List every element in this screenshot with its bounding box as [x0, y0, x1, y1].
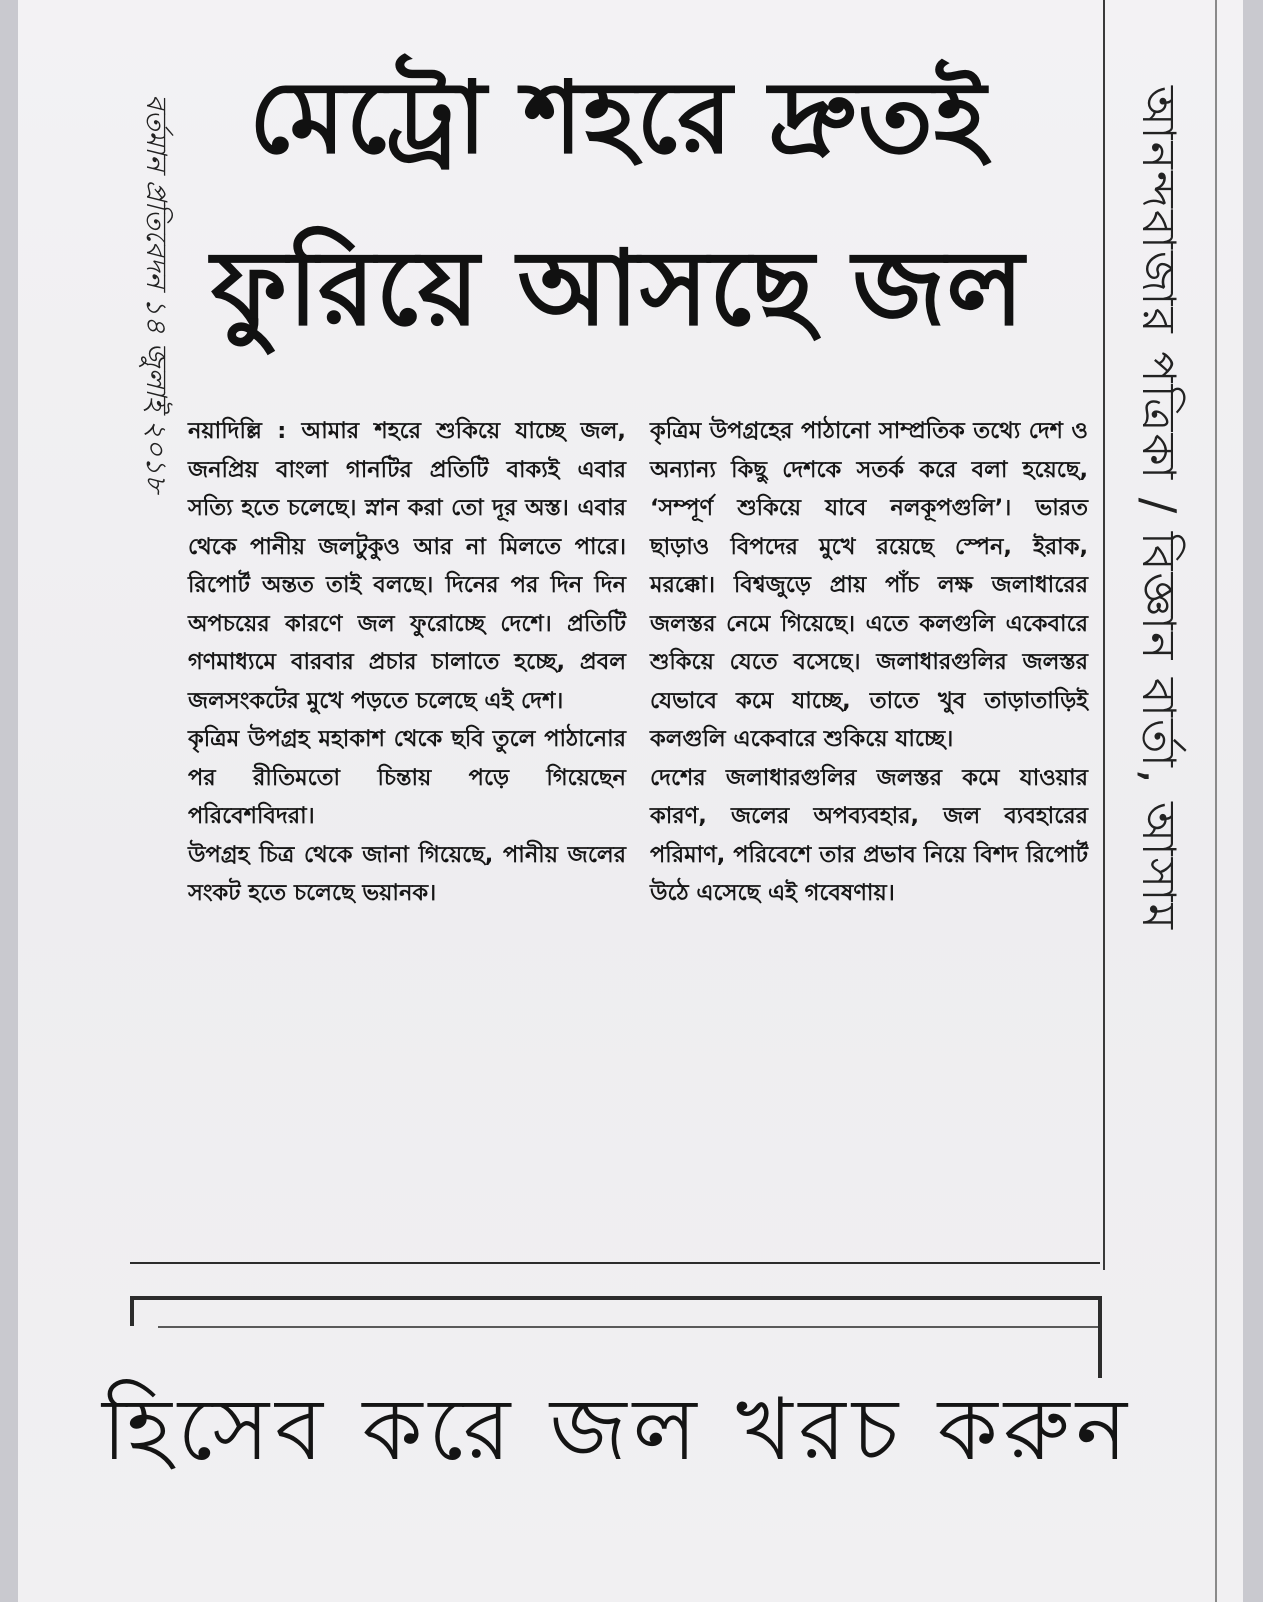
- right-border-line: [1103, 0, 1105, 1270]
- article-bottom-rule: [130, 1262, 1100, 1264]
- headline-line-1: মেট্রো শহরে দ্রুতই: [249, 59, 987, 176]
- headline-line-2: ফুরিয়ে আসছে জল: [211, 227, 1025, 349]
- article-paragraph: কৃত্রিম উপগ্রহ মহাকাশ থেকে ছবি তুলে পাঠানোর পর রীতিমতো চিন্তায় পড়ে গিয়েছেন পরিবেশবিদরা।: [188, 726, 626, 829]
- article-paragraph: [188, 412, 626, 720]
- article-paragraph: উপগ্রহ চিত্র থেকে জানা গিয়েছে, পানীয় জলের সংকট হতে চলেছে ভয়ানক।: [188, 841, 626, 906]
- box-right-line: [1098, 1296, 1102, 1378]
- side-note-right: আনন্দবাজার পত্রিকা / বিজ্ঞান বার্তা, আসাম: [1132, 86, 1186, 931]
- handwritten-slogan: হিসেব করে জল খরচ করুন: [102, 1380, 1134, 1480]
- box-top-line: [130, 1296, 1100, 1300]
- box-left-line: [130, 1296, 134, 1326]
- newspaper-clipping: [18, 0, 1243, 1602]
- side-note-left: বর্তমান প্রতিবেদন ১৪ জুলাই ২০১৮: [140, 94, 173, 493]
- right-outer-line: [1215, 0, 1217, 1602]
- article-paragraph: দেশের জলাধারগুলির জলস্তর কমে যাওয়ার কারণ, জলের অপব্যবহার, জল ব্যবহারের পরিমাণ, পরিবেশে তার প্রভাব নিয়ে বিশদ রিপোর্ট উঠে এসেছে এই গবেষণায়।: [650, 764, 1088, 906]
- dateline: নয়াদিল্লি :: [188, 418, 287, 444]
- box-inner-line: [158, 1326, 1098, 1328]
- article-column-right: [650, 412, 1088, 913]
- paragraph-text: আমার শহরে শুকিয়ে যাচ্ছে জল, জনপ্রিয় বাংলা গানটির প্রতিটি বাক্যই এবার সত্যি হতে চলেছে। স্নান করা তো দূর অস্ত। এবার থেকে পানীয় জলটুকুও আর না মিলতে পারে। রিপোর্ট অন্তত তাই বলছে। দিনের পর দিন দিন অপচয়ের কারণে জল ফুরোচ্ছে দেশে। প্রতিটি গণমাধ্যমে বারবার প্রচার চালাতে হচ্ছে, প্রবল জলসংকটের মুখে পড়তে চলেছে এই দেশ।: [188, 418, 626, 714]
- article-column-left: [188, 412, 626, 913]
- article-paragraph: কৃত্রিম উপগ্রহের পাঠানো সাম্প্রতিক তথ্যে দেশ ও অন্যান্য কিছু দেশকে সতর্ক করে বলা হয়েছে, ‘সম্পূর্ণ শুকিয়ে যাবে নলকূপগুলি’। ভারত ছাড়াও বিপদের মুখে রয়েছে স্পেন, ইরাক, মরক্কো। বিশ্বজুড়ে প্রায় পাঁচ লক্ষ জলাধারের জলস্তর নেমে গিয়েছে। এতে কলগুলি একেবারে শুকিয়ে যেতে বসেছে। জলাধারগুলির জলস্তর যেভাবে কমে যাচ্ছে, তাতে খুব তাড়াতাড়িই কলগুলি একেবারে শুকিয়ে যাচ্ছে।: [650, 418, 1088, 752]
